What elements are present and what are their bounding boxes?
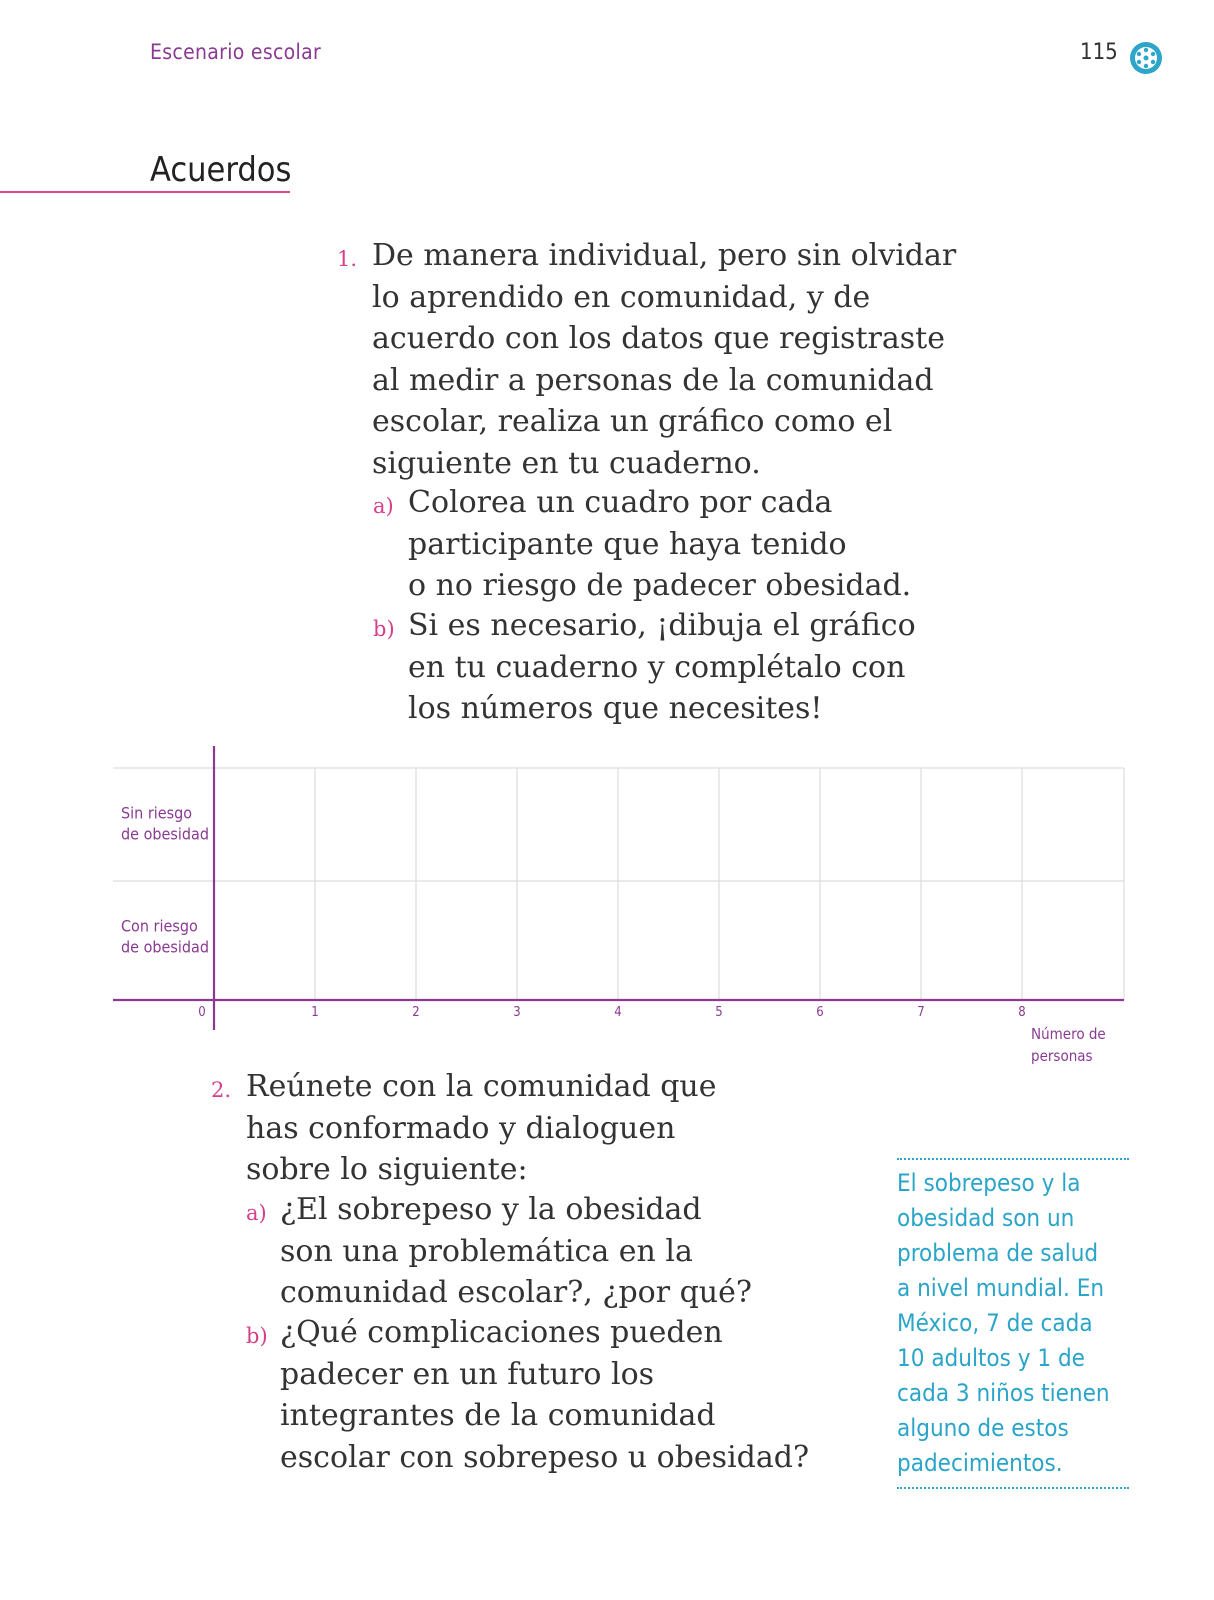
- text-line: comunidad escolar?, ¿por qué?: [280, 1275, 752, 1310]
- text-line: Si es necesario, ¡dibuja el gráfico: [408, 608, 916, 643]
- note-line: El sobrepeso y la: [897, 1169, 1081, 1197]
- text-line: Reúnete con la comunidad que: [246, 1069, 717, 1104]
- text-line: acuerdo con los datos que registraste: [372, 321, 945, 356]
- x-tick-label: 2: [412, 1005, 420, 1020]
- text-line: integrantes de la comunidad: [280, 1398, 716, 1433]
- note-line: obesidad son un: [897, 1204, 1075, 1232]
- page-badge-icon: [1129, 41, 1163, 75]
- x-tick-label: 7: [917, 1005, 925, 1020]
- category-label: Sin riesgo: [121, 803, 193, 823]
- text-line: en tu cuaderno y complétalo con: [408, 649, 906, 685]
- category-label: Con riesgo: [121, 916, 198, 936]
- text-line: has conformado y dialoguen: [246, 1110, 676, 1146]
- page-number: 115: [1080, 40, 1118, 65]
- item-2-text: [246, 1066, 716, 1191]
- header-section-label: Escenario escolar: [150, 40, 322, 64]
- item-1a-marker: a): [373, 494, 394, 518]
- x-tick-label: 4: [614, 1005, 622, 1020]
- text-line: al medir a personas de la comunidad: [372, 362, 934, 398]
- section-title: Acuerdos: [150, 150, 292, 190]
- item-1-number: 1.: [337, 247, 358, 271]
- category-label: de obesidad: [121, 937, 209, 957]
- title-underline: [0, 191, 290, 193]
- text-line: o no riesgo de padecer obesidad.: [408, 568, 912, 603]
- note-line: a nivel mundial. En: [897, 1274, 1105, 1302]
- text-line: escolar, realiza un gráfico como el: [372, 404, 893, 439]
- item-1a-text: [408, 482, 911, 607]
- blank-bar-chart-grid: [0, 740, 1214, 1070]
- note-line: cada 3 niños tienen: [897, 1379, 1110, 1407]
- item-2b-marker: b): [246, 1324, 268, 1348]
- text-line: padecer en un futuro los: [280, 1356, 655, 1392]
- note-line: problema de salud: [897, 1239, 1099, 1267]
- item-2-number: 2.: [211, 1078, 232, 1102]
- text-line: ¿Qué complicaciones pueden: [280, 1315, 723, 1350]
- text-line: participante que haya tenido: [408, 526, 847, 562]
- side-note: [897, 1158, 1129, 1489]
- x-axis-label: personas: [1031, 1047, 1093, 1065]
- x-tick-label: 6: [816, 1005, 824, 1020]
- note-line: alguno de estos: [897, 1414, 1069, 1442]
- x-tick-label: 8: [1018, 1005, 1026, 1020]
- item-2b-text: [280, 1312, 809, 1478]
- text-line: los números que necesites!: [408, 691, 823, 726]
- x-tick-label: 5: [715, 1005, 723, 1020]
- item-2a-text: [280, 1189, 752, 1314]
- note-line: México, 7 de cada: [897, 1309, 1093, 1337]
- x-tick-label: 0: [198, 1005, 206, 1020]
- text-line: sobre lo siguiente:: [246, 1152, 528, 1187]
- item-1-text: [372, 235, 956, 484]
- text-line: Colorea un cuadro por cada: [408, 485, 833, 520]
- note-line: 10 adultos y 1 de: [897, 1344, 1085, 1372]
- text-line: son una problemática en la: [280, 1233, 693, 1269]
- item-1b-text: [408, 605, 916, 730]
- x-tick-label: 3: [513, 1005, 521, 1020]
- category-label: de obesidad: [121, 824, 209, 844]
- x-axis-label: Número de: [1031, 1025, 1106, 1043]
- text-line: escolar con sobrepeso u obesidad?: [280, 1439, 810, 1475]
- text-line: De manera individual, pero sin olvidar: [372, 238, 957, 273]
- text-line: ¿El sobrepeso y la obesidad: [280, 1192, 702, 1227]
- item-1b-marker: b): [373, 617, 395, 641]
- note-line: padecimientos.: [897, 1449, 1063, 1477]
- text-line: lo aprendido en comunidad, y de: [372, 279, 871, 315]
- x-tick-label: 1: [311, 1005, 319, 1020]
- text-line: siguiente en tu cuaderno.: [372, 445, 761, 481]
- item-2a-marker: a): [246, 1201, 267, 1225]
